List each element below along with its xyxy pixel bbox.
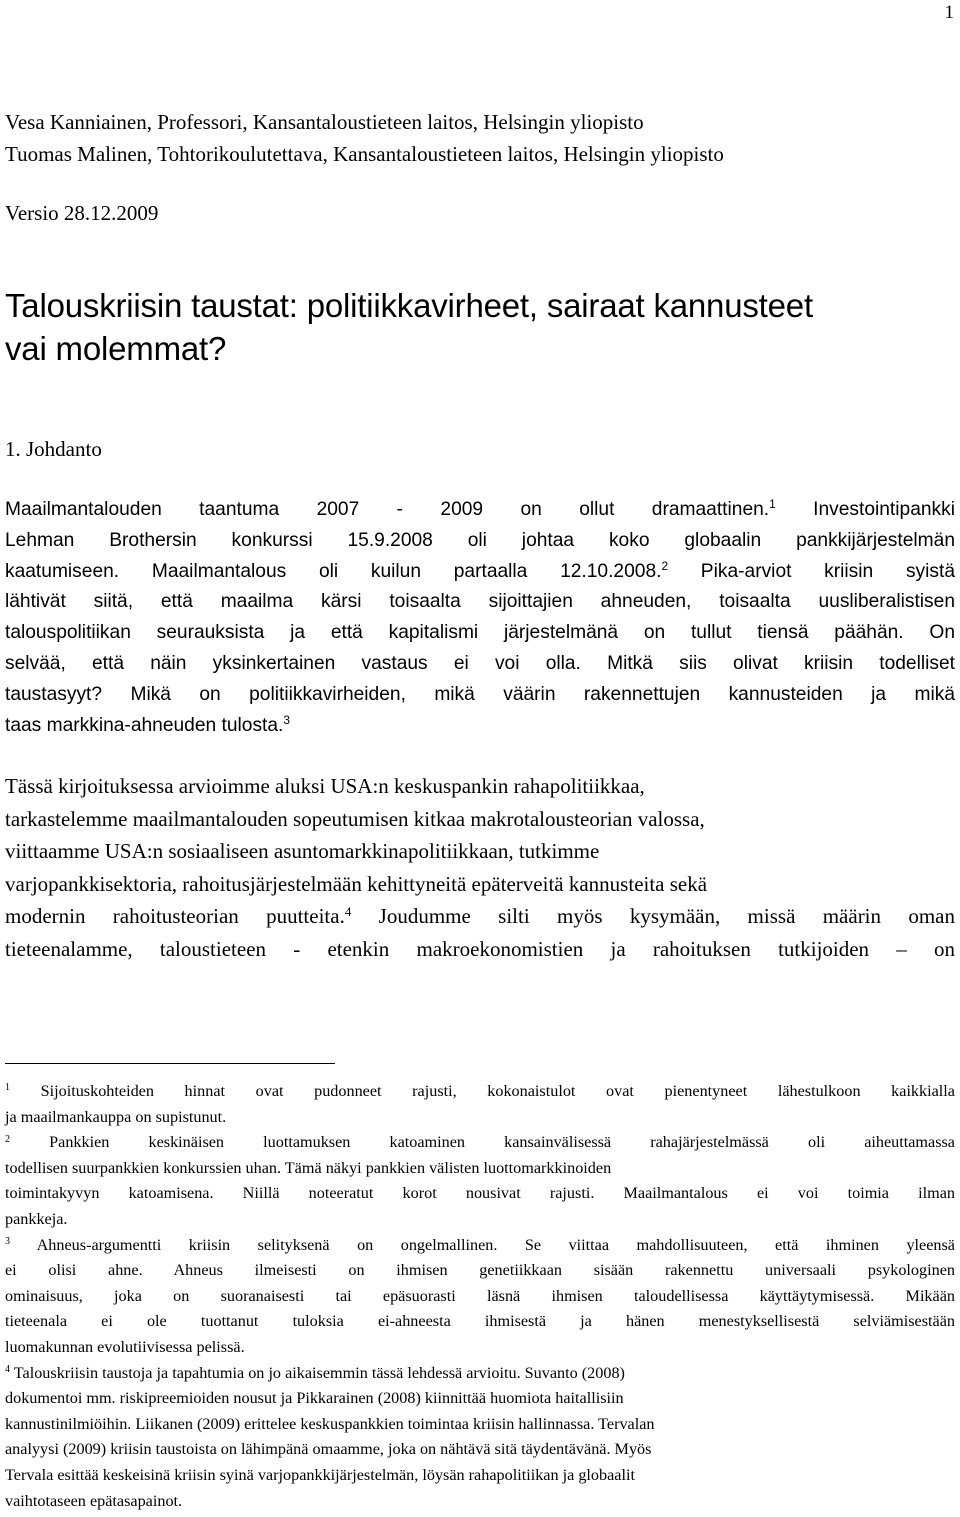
footnote-line: ja maailmankauppa on supistunut. [5, 1107, 227, 1126]
footnote-line [5, 1079, 955, 1105]
title-line-1: Talouskriisin taustat: politiikkavirheet, sairaat kannusteet [5, 287, 813, 324]
intro-paragraph [5, 495, 955, 741]
footnote-separator [5, 1063, 335, 1064]
text-span: taas markkina-ahneuden tulosta. [5, 714, 284, 736]
paragraph-line: Tässä kirjoituksessa arvioimme aluksi USA:n keskuspankin rahapolitiikkaa, [5, 774, 645, 798]
footnote-3 [5, 1233, 955, 1361]
text-span: kaatumiseen. Maailmantalous oli kuilun partaalla 12.10.2008. [5, 560, 662, 582]
paragraph-line: tieteenalamme, taloustieteen - etenkin makroekonomistien ja rahoituksen tutkijoiden – on [5, 936, 955, 961]
text-span: Investointipankki [775, 499, 955, 520]
paragraph-line [5, 495, 955, 526]
paragraph-line: selvää, että näin yksinkertainen vastaus ei voi olla. Mitkä siis olivat kriisin todelliset [5, 652, 955, 674]
footnote-line: luomakunnan evolutiivisessa pelissä. [5, 1337, 245, 1356]
section-heading: 1. Johdanto [5, 437, 102, 461]
footnote-4 [5, 1361, 955, 1515]
paragraph-line: taustasyyt? Mikä on politiikkavirheiden, mikä väärin rakennettujen kannusteiden ja mikä [5, 683, 955, 705]
footnote-line: tieteenala ei ole tuottanut tuloksia ei-ahneesta ihmisestä ja hänen menestyksellisestä selviämisestään [5, 1312, 955, 1331]
footnote-line: pankkeja. [5, 1209, 68, 1228]
footnote-line: todellisen suurpankkien konkurssien uhan. Tämä näkyi pankkien välisten luottomarkkinoiden [5, 1158, 612, 1177]
author-line-1: Vesa Kanniainen, Professori, Kansantaloustieteen laitos, Helsingin yliopisto [5, 110, 644, 134]
paragraph-line: talouspolitiikan seurauksista ja että kapitalismi järjestelmänä on tullut tiensä päähän. On [5, 622, 955, 644]
paper-title [5, 284, 955, 370]
footnotes [5, 1079, 955, 1514]
footnote-marker: 4 [5, 1364, 11, 1376]
footnote-marker: 1 [5, 1082, 11, 1094]
paragraph-line [5, 711, 955, 742]
footnote-line: ominaisuus, joka on suoranaisesti tai epäsuorasti läsnä ihmisen taloudellisessa käyttäytymisessä. Mikään [5, 1286, 955, 1305]
text-span: Sijoituskohteiden hinnat ovat pudonneet rajusti, kokonaistulot ovat pienentyneet lähestulkoon kaikkialla [10, 1082, 955, 1100]
author-line-2: Tuomas Malinen, Tohtorikoulutettava, Kansantaloustieteen laitos, Helsingin yliopisto [5, 142, 724, 166]
footnote-line: toimintakyvyn katoamisena. Niillä noteeratut korot nousivat rajusti. Maailmantalous ei voi toimia ilman [5, 1184, 955, 1203]
footnote-line [5, 1233, 955, 1259]
footnote-1 [5, 1079, 955, 1130]
title-line-2: vai molemmat? [5, 330, 227, 367]
paragraph-line: varjopankkisektoria, rahoitusjärjestelmään kehittyneitä epäterveitä kannusteita sekä [5, 871, 708, 896]
footnote-line: kannustinilmiöihin. Liikanen (2009) erittelee keskuspankkien toimintaa kriisin hallinnassa. Tervalan [5, 1414, 655, 1433]
text-span: Maailmantalouden taantuma 2007 - 2009 on ollut dramaattinen. [5, 499, 770, 520]
paragraph-line [5, 557, 955, 588]
text-span: Joudumme silti myös kysymään, missä määrin oman [351, 904, 955, 928]
text-span: modernin rahoitusteorian puutteita. [5, 904, 345, 928]
footnote-line: analyysi (2009) kriisin taustoista on lähimpänä omaamme, joka on nähtävä sitä täydentävänä. Myös [5, 1440, 652, 1459]
footnote-line: ei olisi ahne. Ahneus ilmeisesti on ihmisen genetiikkaan sisään rakennettu universaali psykologinen [5, 1261, 955, 1280]
footnote-2 [5, 1130, 955, 1232]
footnote-line [5, 1361, 955, 1387]
footnote-ref-4: 4 [344, 903, 352, 919]
footnote-ref-2: 2 [661, 559, 669, 574]
paragraph-line: Lehman Brothersin konkurssi 15.9.2008 oli johtaa koko globaalin pankkijärjestelmän [5, 529, 955, 551]
paragraph-line [5, 900, 955, 933]
text-span: Pika-arviot kriisin syistä [668, 560, 955, 582]
text-span: Pankkien keskinäisen luottamuksen katoaminen kansainvälisessä rahajärjestelmässä oli aiheuttamassa [10, 1133, 955, 1152]
footnote-ref-3: 3 [283, 713, 291, 728]
footnote-line: dokumentoi mm. riskipreemioiden nousut ja Pikkarainen (2008) kiinnittää huomiota haitallisiin [5, 1389, 624, 1408]
paragraph-line: lähtivät siitä, että maailma kärsi toisaalta sijoittajien ahneuden, toisaalta uusliberalistisen [5, 591, 955, 613]
text-span: Ahneus-argumentti kriisin selityksenä on ongelmallinen. Se viittaa mahdollisuuteen, että ihminen yleensä [10, 1235, 955, 1254]
footnote-marker: 3 [5, 1236, 11, 1248]
footnote-line: vaihtotaseen epätasapainot. [5, 1491, 183, 1510]
page-number: 1 [944, 2, 954, 23]
footnote-ref-1: 1 [769, 497, 776, 512]
paragraph-line: viittaamme USA:n sosiaaliseen asuntomarkkinapolitiikkaan, tutkimme [5, 839, 600, 863]
body-paragraph [5, 770, 955, 965]
footnote-marker: 2 [5, 1133, 11, 1145]
text-span: Talouskriisin taustoja ja tapahtumia on jo aikaisemmin tässä lehdessä arvioitu. Suvanto (2008) [10, 1363, 625, 1382]
footnote-line [5, 1130, 955, 1156]
paragraph-line: tarkastelemme maailmantalouden sopeutumisen kitkaa makrotalousteorian valossa, [5, 806, 705, 831]
footnote-line: Tervala esittää keskeisinä kriisin syinä varjopankkijärjestelmän, löysän rahapolitiikan ja globaalit [5, 1465, 635, 1484]
version-line: Versio 28.12.2009 [5, 201, 159, 225]
